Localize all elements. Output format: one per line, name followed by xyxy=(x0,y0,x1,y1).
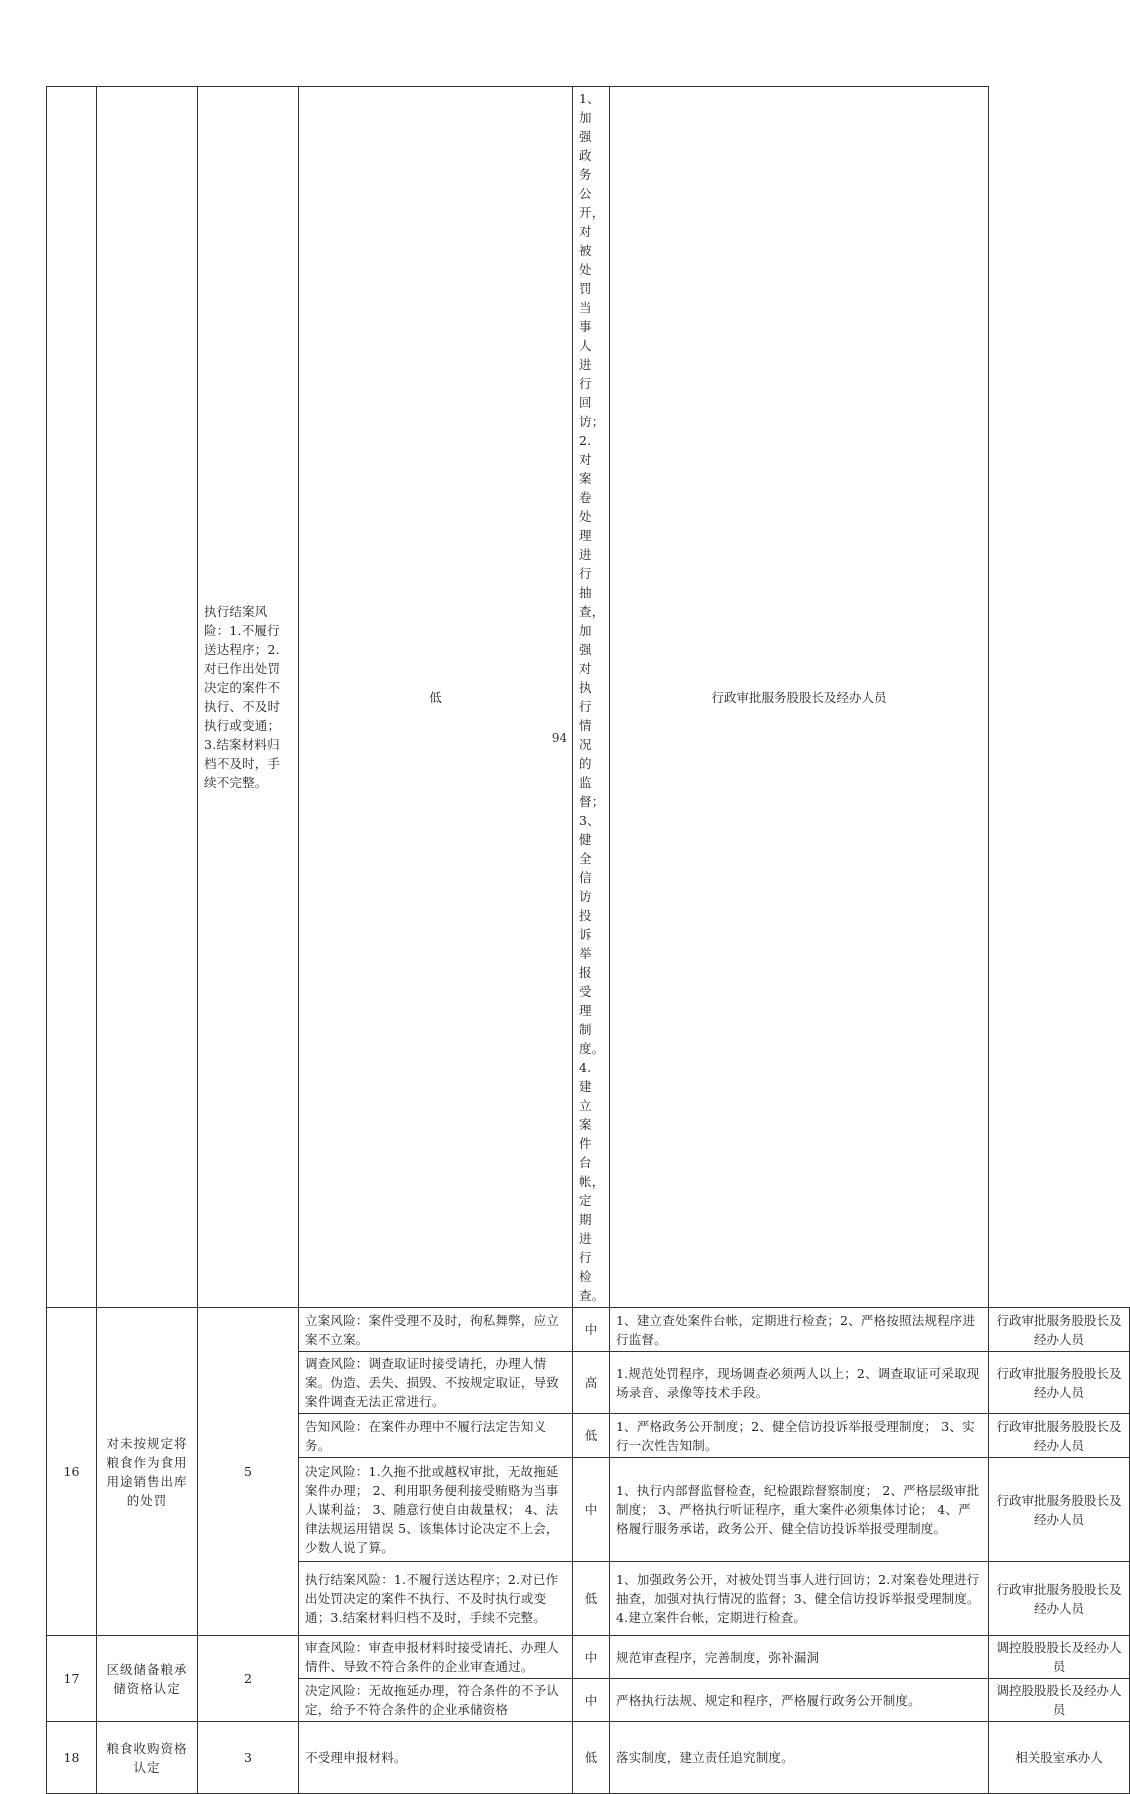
prevention-measure-cell: 1、加强政务公开，对被处罚当事人进行回访；2.对案卷处理进行抽查，加强对执行情况的监督；3、健全信访投诉举报受理制度。4.建立案件台帐，定期进行检查。 xyxy=(610,1562,989,1636)
risk-point-cell: 告知风险：在案件办理中不履行法定告知义务。 xyxy=(299,1414,573,1458)
table-row xyxy=(47,87,1130,1308)
item-cell xyxy=(97,87,198,1308)
responsible-cell: 行政审批服务股股长及经办人员 xyxy=(989,1458,1130,1562)
item-cell: 对未按规定将粮食作为食用用途销售出库的处罚 xyxy=(97,1308,198,1636)
responsible-cell: 行政审批服务股股长及经办人员 xyxy=(989,1352,1130,1414)
risk-point-cell: 立案风险：案件受理不及时，徇私舞弊，应立案不立案。 xyxy=(299,1308,573,1352)
risk-level-cell: 中 xyxy=(573,1679,610,1722)
risk-level-cell: 中 xyxy=(573,1308,610,1352)
risk-point-cell: 执行结案风险：1.不履行送达程序；2.对已作出处罚决定的案件不执行、不及时执行或变通；3.结案材料归档不及时，手续不完整。 xyxy=(198,87,299,1308)
table-row xyxy=(47,1636,1130,1679)
risk-level-cell: 中 xyxy=(573,1636,610,1679)
risk-level-cell: 高 xyxy=(573,1352,610,1414)
table-row xyxy=(47,1308,1130,1352)
risk-level-cell: 低 xyxy=(573,1722,610,1794)
item-cell: 区级储备粮承储资格认定 xyxy=(97,1636,198,1722)
responsible-cell: 行政审批服务股股长及经办人员 xyxy=(989,1414,1130,1458)
no-cell: 18 xyxy=(47,1722,97,1794)
table-row xyxy=(47,1722,1130,1794)
risk-point-cell: 审查风险：审查申报材料时接受请托、办理人情件、导致不符合条件的企业审查通过。 xyxy=(299,1636,573,1679)
no-cell: 16 xyxy=(47,1308,97,1636)
prevention-measure-cell: 1、加强政务公开，对被处罚当事人进行回访；2.对案卷处理进行抽查，加强对执行情况的监督；3、健全信访投诉举报受理制度。4.建立案件台帐，定期进行检查。 xyxy=(573,87,610,1308)
responsible-cell: 相关股室承办人 xyxy=(989,1722,1130,1794)
responsible-cell: 调控股股股长及经办人员 xyxy=(989,1636,1130,1679)
risk-level-cell: 低 xyxy=(573,1414,610,1458)
risk-table xyxy=(46,86,1130,1794)
responsible-cell: 行政审批服务股股长及经办人员 xyxy=(989,1562,1130,1636)
risk-point-cell: 决定风险：1.久拖不批或越权审批，无故拖延案件办理； 2、利用职务便利接受贿赂为当事人谋利益； 3、随意行使自由裁量权； 4、法律法规运用错误 5、该集体讨论决定不上会， 少数人说了算。 xyxy=(299,1458,573,1562)
count-cell: 5 xyxy=(198,1308,299,1636)
prevention-measure-cell: 落实制度，建立责任追究制度。 xyxy=(610,1722,989,1794)
prevention-measure-cell: 1.规范处罚程序，现场调查必须两人以上；2、调查取证可采取现场录音、录像等技术手段。 xyxy=(610,1352,989,1414)
item-cell: 粮食收购资格认定 xyxy=(97,1722,198,1794)
count-cell: 2 xyxy=(198,1636,299,1722)
prevention-measure-cell: 规范审查程序，完善制度，弥补漏洞 xyxy=(610,1636,989,1679)
prevention-measure-cell: 严格执行法规、规定和程序，严格履行政务公开制度。 xyxy=(610,1679,989,1722)
responsible-cell: 行政审批服务股股长及经办人员 xyxy=(989,1308,1130,1352)
responsible-cell: 行政审批服务股股长及经办人员 xyxy=(610,87,989,1308)
prevention-measure-cell: 1、建立查处案件台帐，定期进行检查；2、严格按照法规程序进行监督。 xyxy=(610,1308,989,1352)
risk-point-cell: 调查风险：调查取证时接受请托，办理人情案。伪造、丢失、损毁、不按规定取证，导致案件调查无法正常进行。 xyxy=(299,1352,573,1414)
no-cell xyxy=(47,87,97,1308)
risk-point-cell: 执行结案风险：1.不履行送达程序；2.对已作出处罚决定的案件不执行、不及时执行或变通；3.结案材料归档不及时，手续不完整。 xyxy=(299,1562,573,1636)
prevention-measure-cell: 1、严格政务公开制度；2、健全信访投诉举报受理制度； 3、实行一次性告知制。 xyxy=(610,1414,989,1458)
risk-level-cell: 中 xyxy=(573,1458,610,1562)
risk-level-cell: 低 xyxy=(299,87,573,1308)
no-cell: 17 xyxy=(47,1636,97,1722)
count-cell: 3 xyxy=(198,1722,299,1794)
risk-point-cell: 不受理申报材料。 xyxy=(299,1722,573,1794)
risk-point-cell: 决定风险：无故拖延办理，符合条件的不予认定，给予不符合条件的企业承储资格 xyxy=(299,1679,573,1722)
responsible-cell: 调控股股股长及经办人员 xyxy=(989,1679,1130,1722)
page-number: 94 xyxy=(551,731,568,745)
prevention-measure-cell: 1、执行内部督监督检查，纪检跟踪督察制度； 2、严格层级审批制度； 3、严格执行听证程序，重大案件必须集体讨论； 4、严格履行服务承诺，政务公开、健全信访投诉举报受理制度。 xyxy=(610,1458,989,1562)
risk-level-cell: 低 xyxy=(573,1562,610,1636)
